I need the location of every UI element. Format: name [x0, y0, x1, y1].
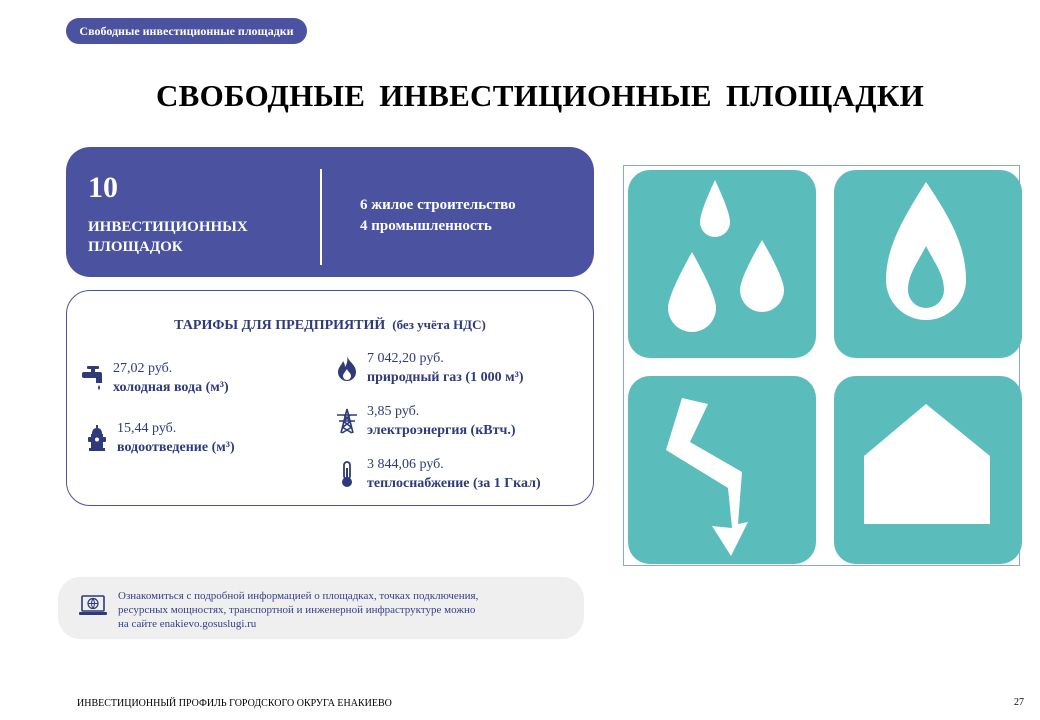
hydrant-icon — [83, 424, 111, 452]
tariffs-title-main: ТАРИФЫ ДЛЯ ПРЕДПРИЯТИЙ — [174, 318, 386, 333]
utility-icons-panel — [623, 165, 1020, 566]
footer-text: ИНВЕСТИЦИОННЫЙ ПРОФИЛЬ ГОРОДСКОГО ОКРУГА ЕНАКИЕВО — [77, 698, 392, 709]
tariff-price: 7 042,20 руб. — [367, 351, 444, 366]
section-tag: Свободные инвестиционные площадки — [66, 18, 307, 44]
laptop-globe-icon — [78, 594, 108, 623]
gas-flame-icon — [834, 170, 1022, 358]
tariff-name: теплоснабжение (за 1 Гкал) — [367, 476, 541, 491]
tariff-sewerage — [83, 419, 235, 457]
tariff-price: 3,85 руб. — [367, 404, 420, 419]
power-tower-icon — [333, 407, 361, 435]
page-number: 27 — [1014, 697, 1024, 708]
thermometer-icon — [333, 460, 361, 488]
lightning-icon — [628, 376, 816, 564]
divider — [320, 169, 322, 265]
sites-count: 10 — [88, 171, 118, 204]
tariff-natural-gas — [333, 349, 524, 387]
tariff-name: водоотведение (м³) — [117, 440, 235, 455]
tariff-cold-water — [79, 359, 229, 397]
tariff-name: электроэнергия (кВтч.) — [367, 423, 516, 438]
tariff-price: 27,02 руб. — [113, 361, 173, 376]
tariffs-title — [67, 317, 593, 334]
page-title: СВОБОДНЫЕ ИНВЕСТИЦИОННЫЕ ПЛОЩАДКИ — [155, 78, 925, 113]
tariffs-title-note: (без учёта НДС) — [392, 317, 486, 332]
tariff-name: природный газ (1 000 м³) — [367, 370, 524, 385]
house-icon — [834, 376, 1022, 564]
breakdown-housing: 6 жилое строительство — [360, 197, 516, 213]
sites-breakdown — [360, 195, 516, 237]
tariff-price: 15,44 руб. — [117, 421, 177, 436]
sites-count-label: ИНВЕСТИЦИОННЫХ ПЛОЩАДОК — [88, 219, 248, 255]
water-drops-icon — [628, 170, 816, 358]
tariff-electricity — [333, 402, 516, 440]
tariff-price: 3 844,06 руб. — [367, 457, 444, 472]
info-line: ресурсных мощностях, транспортной и инженерной инфраструктуре можно — [118, 604, 476, 616]
info-box — [58, 577, 584, 639]
flame-icon — [333, 354, 361, 382]
sites-count-panel — [66, 147, 594, 277]
tariff-heating — [333, 455, 541, 493]
tariff-name: холодная вода (м³) — [113, 380, 229, 395]
info-line[interactable]: на сайте enakievo.gosuslugi.ru — [118, 618, 257, 630]
info-line: Ознакомиться с подробной информацией о площадках, точках подключения, — [118, 590, 479, 602]
breakdown-industry: 4 промышленность — [360, 218, 492, 234]
info-text — [118, 589, 568, 631]
water-tap-icon — [79, 364, 107, 392]
tariffs-panel — [66, 290, 594, 506]
